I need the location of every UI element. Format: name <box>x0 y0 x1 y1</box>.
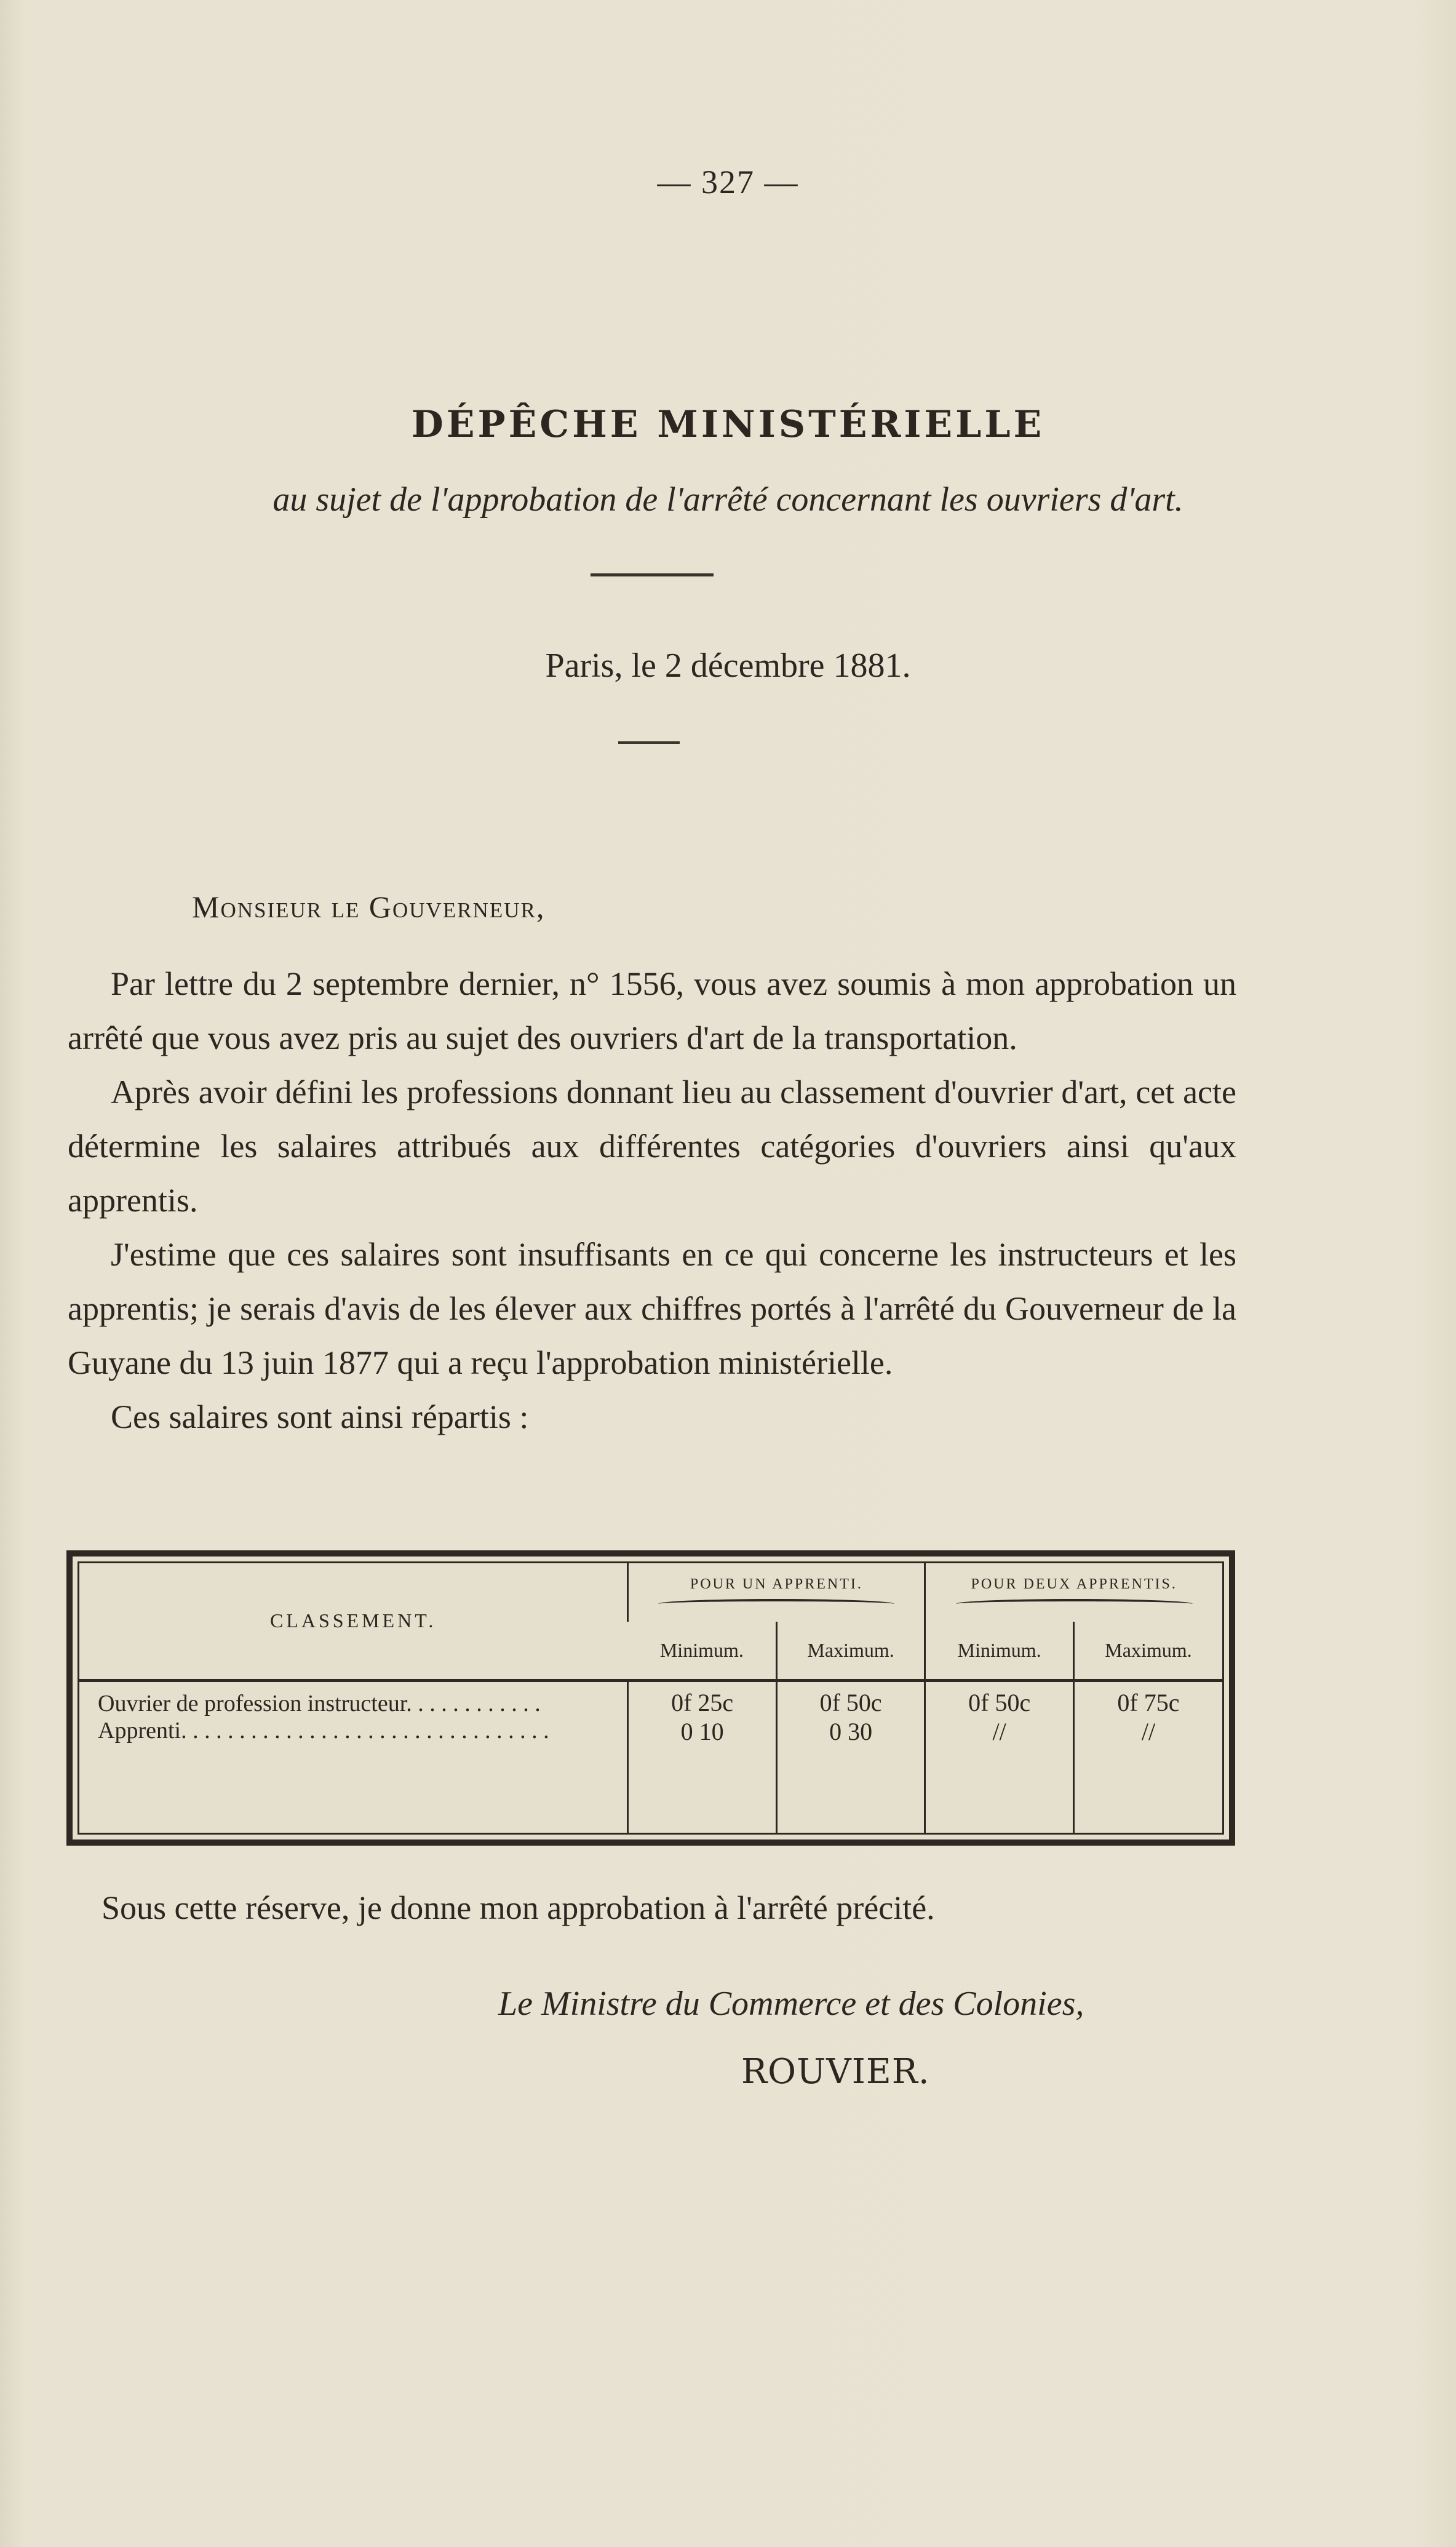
cell-value: 0f 50c <box>925 1680 1074 1717</box>
cell-value: 0 30 <box>776 1717 925 1833</box>
table-row <box>79 1717 1222 1833</box>
subheader-maximum: Maximum. <box>1073 1622 1222 1680</box>
group-header-one-apprentice: POUR UN APPRENTI. <box>628 1563 925 1622</box>
closing-sentence: Sous cette réserve, je donne mon approbation à l'arrêté précité. <box>101 1889 935 1926</box>
paragraph: Ces salaires sont ainsi répartis : <box>111 1398 529 1435</box>
date-divider <box>618 741 680 744</box>
document-title: DÉPÊCHE MINISTÉRIELLE <box>411 403 1045 446</box>
salary-table <box>79 1563 1222 1833</box>
letter-date: Paris, le 2 décembre 1881. <box>545 647 911 685</box>
group-header-two-apprentices: POUR DEUX APPRENTIS. <box>925 1563 1222 1622</box>
cell-value: // <box>925 1717 1074 1833</box>
paragraph: Par lettre du 2 septembre dernier, n° 1556, vous avez soumis à mon approbation un arrêté que vous avez pris au sujet des ouvriers d'art de la transportation. <box>68 965 1236 1056</box>
salutation: Monsieur le Gouverneur, <box>192 890 546 924</box>
brace-icon <box>658 1599 894 1609</box>
title-divider <box>591 573 714 576</box>
brace-icon <box>956 1599 1193 1609</box>
salary-table-frame <box>66 1550 1235 1846</box>
cell-value: 0f 50c <box>776 1680 925 1717</box>
cell-value: 0f 75c <box>1073 1680 1222 1717</box>
paragraph: J'estime que ces salaires sont insuffisants en ce qui concerne les instructeurs et les apprentis; je serais d'avis de les élever aux chiffres portés à l'arrêté du Gouverneur de la Guyane du 13 juin 1877 qui a reçu l'approbation ministérielle. <box>68 1236 1236 1381</box>
row-label: Apprenti. . . . . . . . . . . . . . . . . . . . . . . . . . . . . . . . <box>98 1718 549 1744</box>
subheader-minimum: Minimum. <box>925 1622 1074 1680</box>
cell-value: 0f 25c <box>628 1680 777 1717</box>
classement-header: CLASSEMENT. <box>79 1563 628 1680</box>
table-row <box>79 1680 1222 1717</box>
paragraph: Après avoir défini les professions donnant lieu au classement d'ouvrier d'art, cet acte détermine les salaires attribués aux différentes catégories d'ouvriers ainsi qu'aux apprentis. <box>68 1074 1236 1219</box>
signature-title: Le Ministre du Commerce et des Colonies, <box>498 1985 1084 2023</box>
cell-value: 0 10 <box>628 1717 777 1833</box>
page-number: — 327 — <box>657 164 799 201</box>
subheader-minimum: Minimum. <box>628 1622 777 1680</box>
row-label: Ouvrier de profession instructeur. . . . . . . . . . . . <box>98 1691 541 1716</box>
document-subtitle: au sujet de l'approbation de l'arrêté concernant les ouvriers d'art. <box>273 480 1183 519</box>
subheader-maximum: Maximum. <box>776 1622 925 1680</box>
signature-name: ROUVIER. <box>741 2052 930 2092</box>
body-text <box>68 957 1236 1444</box>
cell-value: // <box>1073 1717 1222 1833</box>
